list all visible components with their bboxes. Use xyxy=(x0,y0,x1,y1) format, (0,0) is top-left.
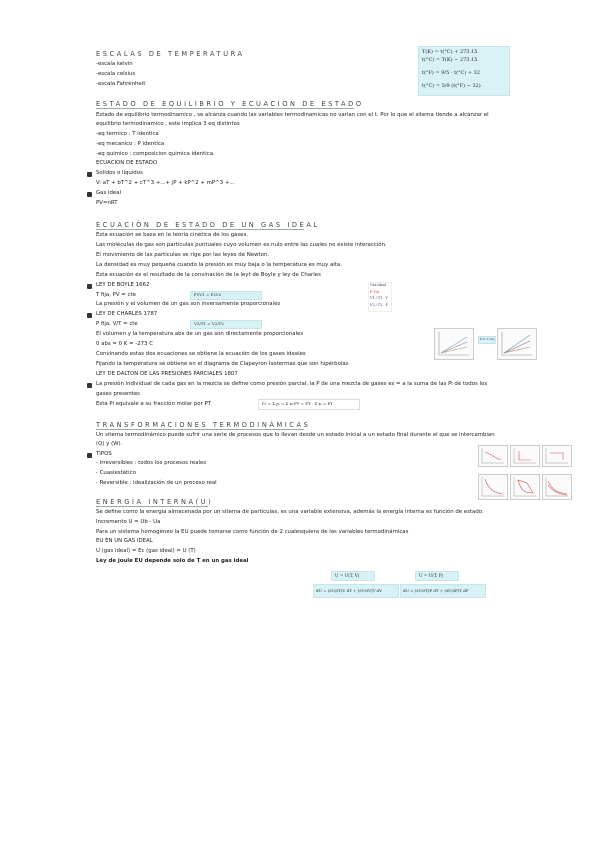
energia-line: EU EN UN GAS IDEAL xyxy=(96,538,153,544)
transformaciones-line: TIPOS xyxy=(96,451,112,457)
process-diagram-sketch xyxy=(479,446,507,466)
gas-mini-title: Gas ideal xyxy=(370,283,386,287)
kelvin-formula: T(K) = t(°C) + 273.15 xyxy=(422,49,478,55)
boyle-formula: P1V1 = P2V2 xyxy=(194,292,222,297)
equilibrio-line: Solidos o liquidos xyxy=(96,170,143,176)
gas-ideal-line: Esta ecuación es el resultado de la convinación de la leyt de Boyle y ley de Charles xyxy=(96,272,321,278)
process-diagram-sketch xyxy=(543,446,571,466)
process-diagram-thumbnail xyxy=(510,445,540,467)
gas-ideal-line: gases presentes xyxy=(96,391,140,397)
bullet-marker-icon xyxy=(87,284,92,289)
process-diagram-thumbnail xyxy=(510,474,540,500)
gas-ideal-line: Fijando la temperatura se obtiene en el diagrama de Clapeyron Isotermas que son hipérbolas xyxy=(96,361,349,367)
section-title-gas-ideal: ECUACIÓN DE ESTADO DE UN GAS IDEAL xyxy=(96,221,320,229)
title-underline xyxy=(96,108,354,109)
gas-ideal-line: LEY DE BOYLE 1662 xyxy=(96,282,150,288)
u-tp-box xyxy=(415,571,459,581)
temperatura-line: -escala celsius xyxy=(96,71,136,77)
equilibrio-line: PV=nRT xyxy=(96,200,118,206)
du-tp-box xyxy=(400,584,486,598)
gas-ideal-line: LEY DE CHARLES 1787 xyxy=(96,311,158,317)
title-underline xyxy=(96,506,208,507)
equilibrio-line: -eq quimico : composicion quimica identica. xyxy=(96,151,215,157)
transformaciones-paragraph: Un sitema termodinámico puede sufrir una serie de procesos que lo llevan desde un estado inicial a un estado final durante el que se intercambian xyxy=(96,432,495,438)
transformaciones-line: - Reversible : idealización de un proceso real xyxy=(96,480,217,486)
gas-ideal-line: La densidad es muy pequeña cuando la presión es muy baja o la temperatura es muy alta. xyxy=(96,262,342,268)
u-tv-formula: U = U(T, V) xyxy=(335,573,360,578)
fahrenheit-formula: t(°F) = 9/5 · t(°C) + 32 xyxy=(422,70,481,76)
process-diagram-thumbnail xyxy=(542,445,572,467)
u-tv-box xyxy=(331,571,375,581)
isotherm-graph-thumbnail xyxy=(434,328,474,360)
process-diagram-thumbnail xyxy=(478,474,508,500)
graph-label: P·V = cte xyxy=(480,337,495,341)
bullet-marker-icon xyxy=(87,313,92,318)
equilibrio-line: -eq termico : T identica xyxy=(96,131,159,137)
gas-mini-eq: P·V/n xyxy=(370,290,380,294)
process-diagram-sketch xyxy=(543,475,571,499)
gas-ideal-line: Convinando estas dos ecuaciones se obtiene la ecuación de los gases ideales xyxy=(96,351,306,357)
isotherm-graph-lines xyxy=(435,329,473,359)
gas-mini-l1: V1 / T1 . Y xyxy=(370,296,388,300)
equilibrio-paragraph: equilibrio termodinamico , este implica 3 eq distintos xyxy=(96,121,240,127)
graph-label-box xyxy=(478,336,496,344)
temperature-formula-box xyxy=(418,46,510,96)
celsius-from-f-formula: t(°C) = 5/9 (t(°F) − 32) xyxy=(422,83,481,89)
bullet-marker-icon xyxy=(87,453,92,458)
du-tv-box xyxy=(313,584,399,598)
gas-ideal-line: P fija, V/T = cte xyxy=(96,321,138,327)
gas-ideal-line: La presión y el volumen de un gas son inversamente proporcionales xyxy=(96,301,281,307)
temperatura-line: -escala kelvin xyxy=(96,61,133,67)
energia-line: Ley de joule EU depende solo de T en un gas ideal xyxy=(96,558,249,564)
process-diagram-thumbnail xyxy=(478,445,508,467)
equilibrio-paragraph: Estado de equilibrio termodinamico , se alcanza cuando las variables termodinamicas no varian con el t. Por lo que el sitema tiende a alcanzar el xyxy=(96,112,489,118)
title-underline xyxy=(96,429,304,430)
transformaciones-paragraph: (Q) y (W). xyxy=(96,441,123,447)
gas-mini-l2: V2 / T2 . P xyxy=(370,303,388,307)
gas-ideal-line: La presión individual de cada gas en la mezcla se define como presión parcial, la P de una mezcla de gases es = a la suma de las Pi de todos los xyxy=(96,381,488,387)
process-diagram-sketch xyxy=(511,446,539,466)
celsius-formula: t(°C) = T(K) − 273.15 xyxy=(422,57,478,63)
temperatura-line: -escala Fahrenheit xyxy=(96,81,146,87)
process-diagram-sketch xyxy=(479,475,507,499)
charles-formula-box xyxy=(190,320,262,329)
gas-ideal-mini-box xyxy=(368,282,392,312)
gas-ideal-line: El movimiento de las partículas se rige por las leyes de Newton. xyxy=(96,252,270,258)
du-tp-formula: dU = (∂U/∂T)P dT + (∂U/∂P)T dP xyxy=(403,588,469,593)
boyle-formula-box xyxy=(190,291,262,300)
dalton-formula-box xyxy=(258,399,360,410)
transformaciones-line: - Irreversibles : todos los procesos reales xyxy=(96,460,207,466)
u-tp-formula: U = U(T, P) xyxy=(419,573,444,578)
gas-ideal-line: Esta ecuación se basa en la teoría cinética de los gases. xyxy=(96,232,248,238)
bullet-marker-icon xyxy=(87,172,92,177)
gas-ideal-line: Esta Pi equivale a su fracción molar por PT xyxy=(96,401,212,407)
section-title-energia: ENERGÍA INTERNA(U) xyxy=(96,498,214,506)
process-diagram-thumbnail xyxy=(542,474,572,500)
equilibrio-line: ECUACION DE ESTADO xyxy=(96,160,158,166)
equilibrio-line: -eq mecanico : P identica xyxy=(96,141,165,147)
transformaciones-line: - Cuasiestático xyxy=(96,470,136,476)
gas-ideal-line: 0 abs = 0 K = -273 C xyxy=(96,341,153,347)
gas-ideal-line: T fija, PV = cte xyxy=(96,292,136,298)
equilibrio-line: V: aT + bT^2 + cT^3 +...+ jP + kP^2 + mP^3 +... xyxy=(96,180,235,186)
energia-line: U (gas ideal) = Ec (gas ideal) = U (T) xyxy=(96,548,196,554)
title-underline xyxy=(96,229,304,230)
energia-line: Incremento U = Ub - Ua xyxy=(96,519,161,525)
gas-ideal-line: LEY DE DALTON DE LAS PRESIONES PARCIALES 1807 xyxy=(96,371,238,377)
bullet-marker-icon xyxy=(87,383,92,388)
section-title-temperatura: ESCALAS DE TEMPERATURA xyxy=(96,50,245,58)
energia-line: Se define como la energía almacenada por un sitema de partículas, es una variable extensiva, además la energía interna es función de estado. xyxy=(96,509,484,515)
equilibrio-line: Gas ideal xyxy=(96,190,122,196)
volume-temperature-graph-thumbnail xyxy=(497,328,537,360)
dalton-formula: P₁ = Σ pᵢ = Σ xᵢ·PT = PT · Σ xᵢ = PT xyxy=(262,401,333,406)
du-tv-formula: dU = (∂U/∂T)V dT + (∂U/∂V)T dV xyxy=(316,588,383,593)
energia-line: Para un sistema homogéneo la EU puede tomarse como función de 2 cualesquiera de las variables termodinámicas xyxy=(96,529,409,535)
process-diagram-sketch xyxy=(511,475,539,499)
section-title-equilibrio: ESTADO DE EQUILIBRIO Y ECUACION DE ESTADO xyxy=(96,100,364,108)
volume-temperature-graph-lines xyxy=(498,329,536,359)
gas-ideal-line: Las moléculas de gas son partículas puntuales cuyo volumen es nulo entre las cuales no existe interacción. xyxy=(96,242,387,248)
section-title-transformaciones: TRANSFORMACIONES TERMODINÁMICAS xyxy=(96,421,311,429)
bullet-marker-icon xyxy=(87,192,92,197)
charles-formula: V1/T1 = V2/T2 xyxy=(194,321,224,326)
gas-ideal-line: El volumen y la temperatura abs de un gas son directamente proporcionales xyxy=(96,331,304,337)
